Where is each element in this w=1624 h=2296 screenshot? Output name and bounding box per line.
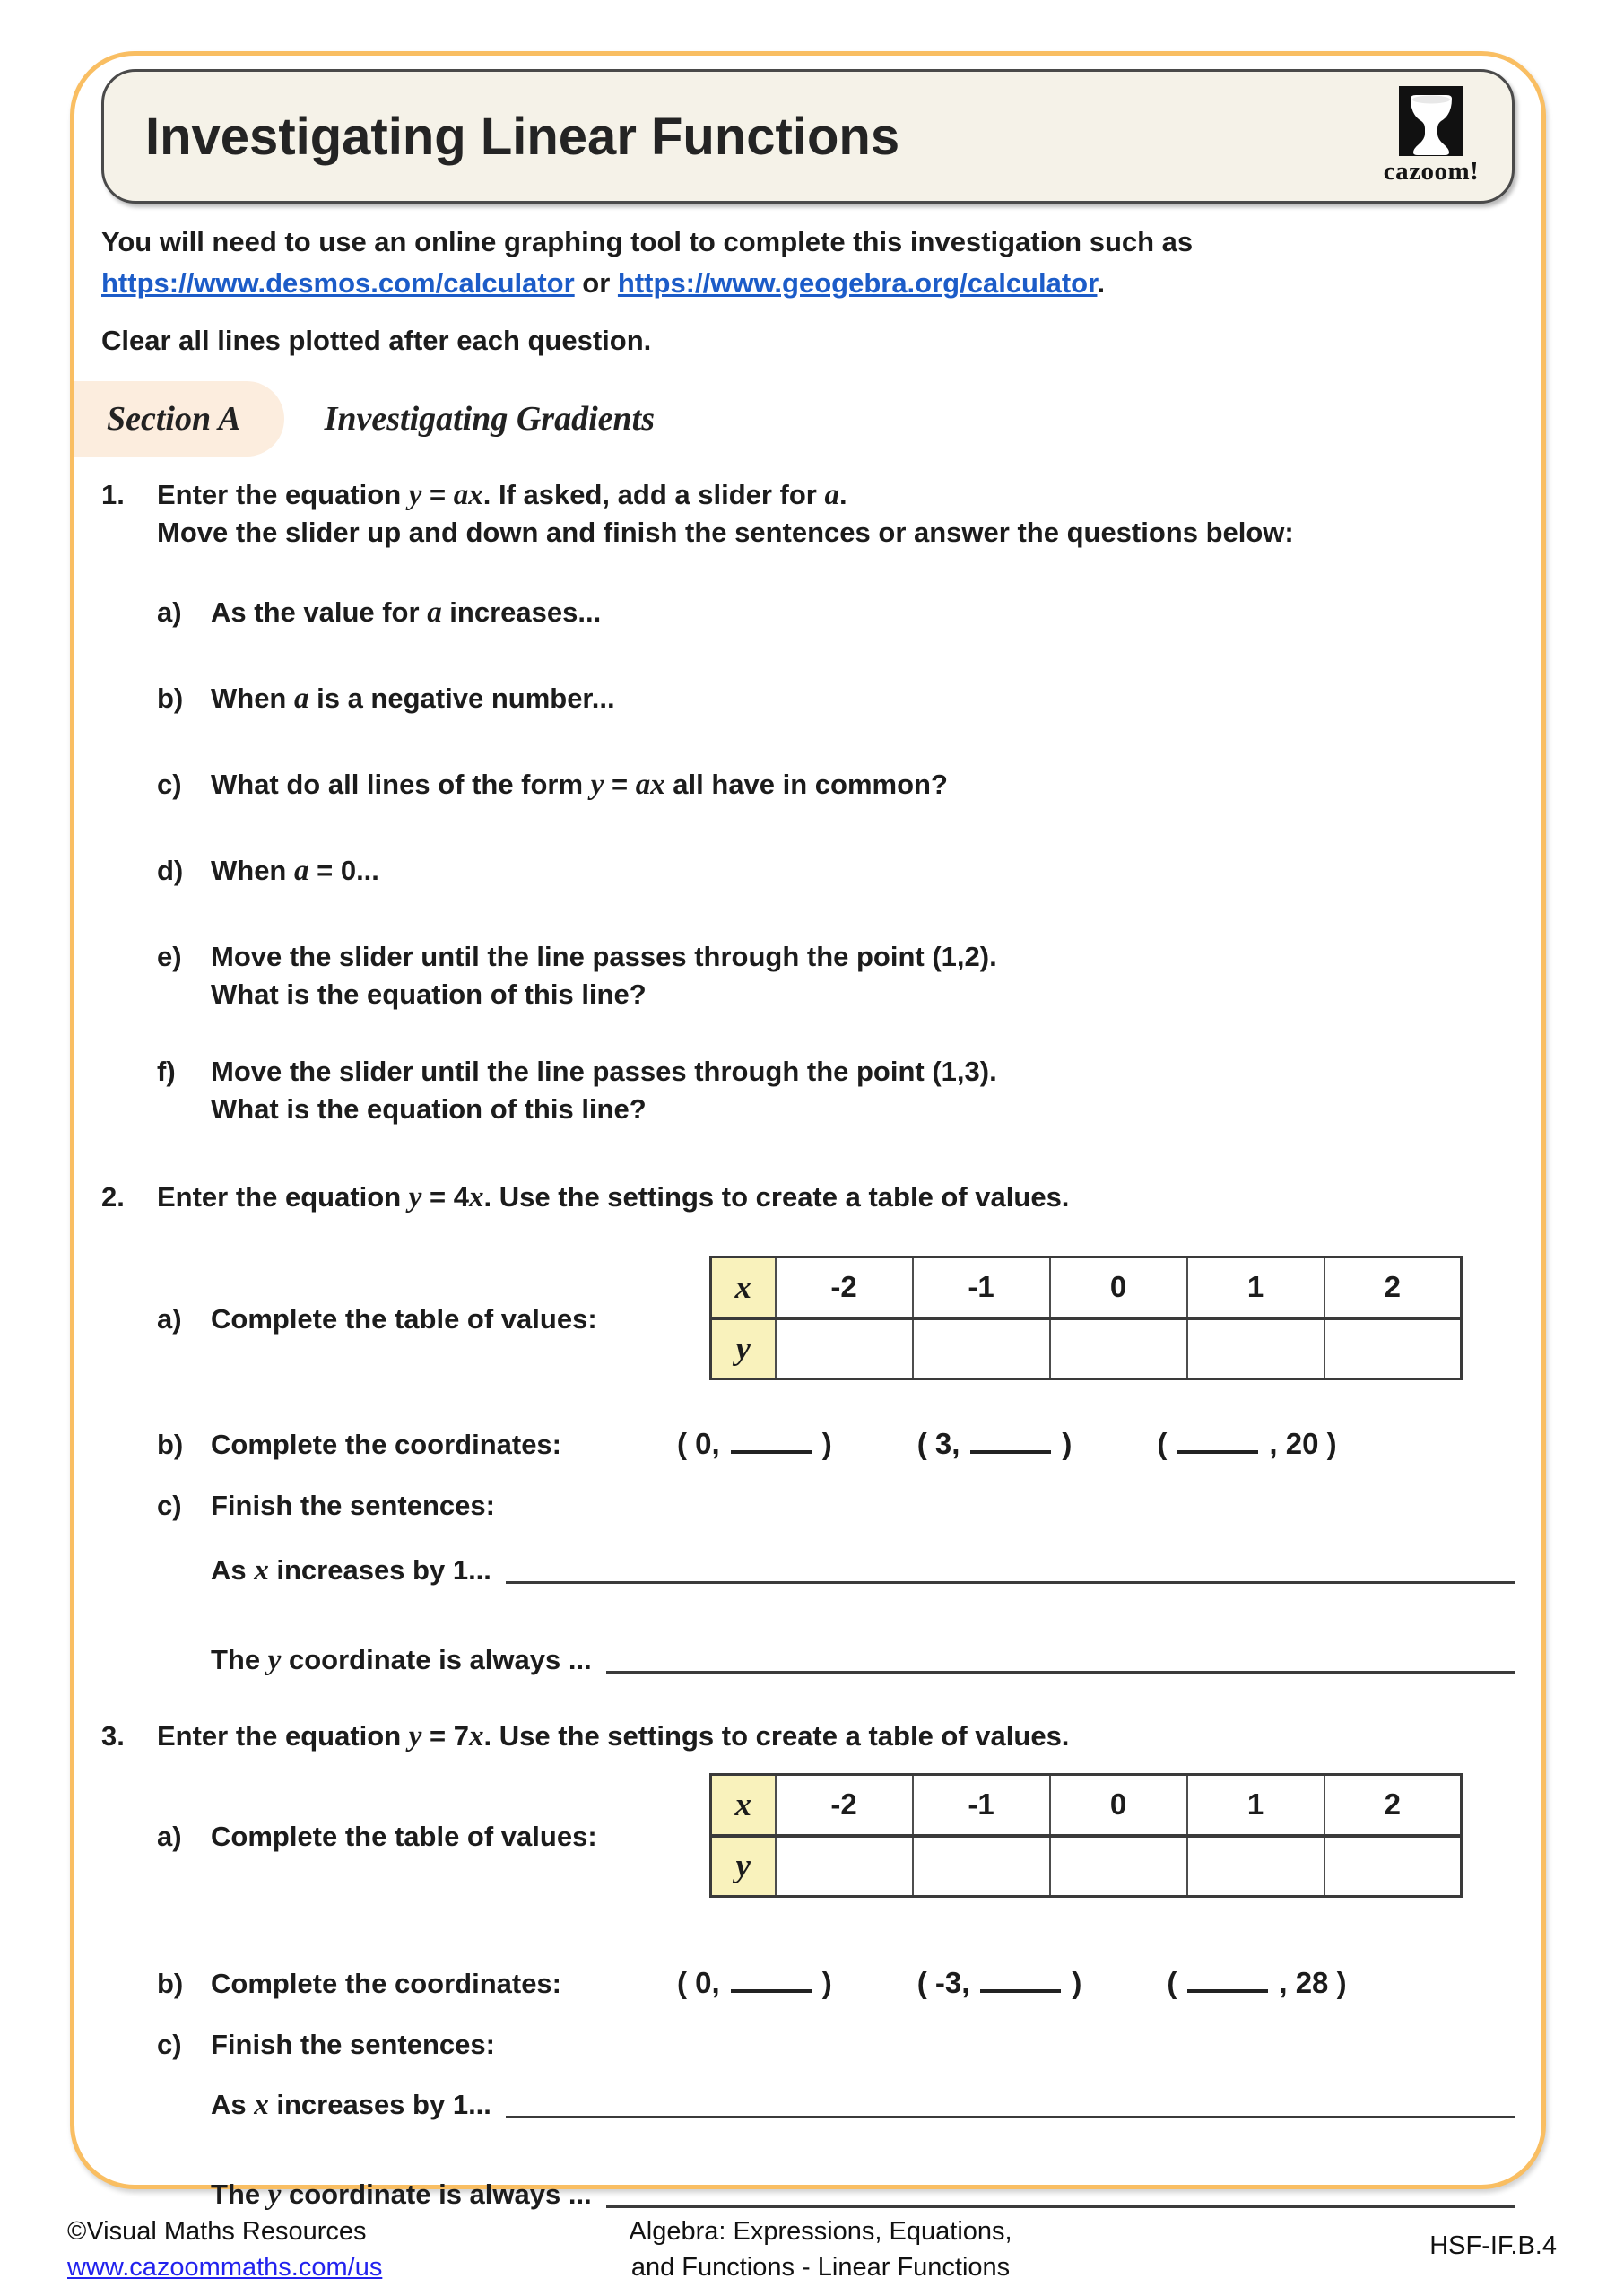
- section-a-row: [74, 381, 1541, 457]
- table-y-header: y: [711, 1836, 776, 1897]
- question-2-coords-row: [101, 1422, 1515, 1464]
- sentence-1: As x increases by 1...: [211, 2086, 1515, 2124]
- table-of-values-q3: [709, 1773, 1463, 1898]
- question-2: [101, 1178, 1515, 1679]
- table-cell-empty: [913, 1318, 1050, 1379]
- table-cell-empty: [1324, 1318, 1462, 1379]
- page-footer: [0, 2213, 1624, 2285]
- question-3-table-row: [101, 1773, 1515, 1898]
- answer-blank: [970, 1422, 1051, 1454]
- list-item-b: b) When a is a negative number...: [157, 683, 615, 715]
- table-cell-empty: [1324, 1836, 1462, 1897]
- sentence-1: As x increases by 1...: [211, 1552, 1515, 1589]
- answer-blank: [731, 1961, 812, 1993]
- page-title: Investigating Linear Functions: [145, 107, 900, 166]
- coordinate-blanks: [677, 1422, 1337, 1464]
- question-3c-label: c) Finish the sentences:: [157, 2029, 495, 2060]
- cazoom-logo: [1370, 86, 1492, 187]
- table-cell: -1: [913, 1775, 1050, 1836]
- table-cell: 0: [1050, 1775, 1187, 1836]
- question-1-line2: Move the slider up and down and finish the sentences or answer the questions below:: [157, 517, 1294, 548]
- table-cell: 2: [1324, 1775, 1462, 1836]
- drum-icon: [1399, 86, 1463, 156]
- answer-line: [506, 1581, 1515, 1584]
- clear-note: Clear all lines plotted after each question.: [101, 325, 652, 356]
- coordinate-1: ( 0, ): [677, 1961, 832, 2003]
- question-1: [101, 476, 1515, 1128]
- table-x-header: x: [711, 1775, 776, 1836]
- answer-blank: [980, 1961, 1061, 1993]
- table-cell-empty: [1187, 1318, 1324, 1379]
- coordinate-1: ( 0, ): [677, 1422, 832, 1464]
- table-cell: 0: [1050, 1257, 1187, 1318]
- table-row: [711, 1257, 1462, 1318]
- table-cell: 1: [1187, 1775, 1324, 1836]
- coordinate-3: ( , 28 ): [1167, 1961, 1346, 2003]
- table-cell-empty: [913, 1836, 1050, 1897]
- table-y-header: y: [711, 1318, 776, 1379]
- intro-line1: You will need to use an online graphing tool to complete this investigation such as: [101, 226, 1194, 257]
- question-3b-label: b) Complete the coordinates:: [157, 1968, 561, 1999]
- table-row: [711, 1318, 1462, 1379]
- answer-blank: [1177, 1422, 1258, 1454]
- question-3a-label: a) Complete the table of values:: [157, 1821, 597, 1852]
- geogebra-link[interactable]: https://www.geogebra.org/calculator: [617, 267, 1098, 299]
- title-box: [101, 69, 1515, 204]
- question-2-number: 2.: [101, 1181, 125, 1213]
- question-2c-label: c) Finish the sentences:: [157, 1490, 495, 1521]
- question-3-coords-row: [101, 1961, 1515, 2003]
- question-2b-label: b) Complete the coordinates:: [157, 1429, 561, 1460]
- table-cell-empty: [1187, 1836, 1324, 1897]
- table-cell-empty: [1050, 1836, 1187, 1897]
- coordinate-blanks: [677, 1961, 1347, 2003]
- table-cell: -1: [913, 1257, 1050, 1318]
- answer-line: [506, 2116, 1515, 2118]
- table-cell-empty: [1050, 1318, 1187, 1379]
- table-row: [711, 1775, 1462, 1836]
- table-of-values-q2: [709, 1256, 1463, 1380]
- intro-conjunction: or: [574, 267, 618, 299]
- table-cell: 2: [1324, 1257, 1462, 1318]
- question-1-number: 1.: [101, 479, 125, 510]
- intro-paragraph: [101, 222, 1515, 304]
- section-badge: Section A: [74, 381, 284, 457]
- question-2-table-row: [101, 1256, 1515, 1380]
- table-cell: 1: [1187, 1257, 1324, 1318]
- table-cell: -2: [776, 1257, 913, 1318]
- answer-line: [606, 1671, 1515, 1674]
- worksheet-page: [70, 51, 1546, 2211]
- standard-code: HSF-IF.B.4: [1429, 2231, 1557, 2260]
- question-2a-label: a) Complete the table of values:: [157, 1303, 597, 1335]
- list-item-a: a) As the value for a increases...: [157, 596, 602, 629]
- footer-topic: Algebra: Expressions, Equations, and Functions - Linear Functions: [629, 2217, 1012, 2282]
- list-item-d: d) When a = 0...: [157, 855, 379, 887]
- logo-text: cazoom!: [1383, 157, 1480, 186]
- coordinate-2: ( -3, ): [917, 1961, 1082, 2003]
- question-2-line1: Enter the equation y = 4x. Use the settings to create a table of values.: [157, 1181, 1070, 1213]
- desmos-link[interactable]: https://www.desmos.com/calculator: [101, 267, 575, 299]
- cazoommaths-link[interactable]: www.cazoommaths.com/us: [67, 2253, 383, 2282]
- question-1-head: [101, 476, 1515, 552]
- answer-blank: [731, 1422, 812, 1454]
- intro-period: .: [1097, 267, 1106, 299]
- section-heading: Investigating Gradients: [324, 400, 656, 438]
- table-cell-empty: [776, 1318, 913, 1379]
- table-cell-empty: [776, 1836, 913, 1897]
- question-3-number: 3.: [101, 1720, 125, 1752]
- sentence-2: The y coordinate is always ...: [211, 2176, 1515, 2213]
- list-item-c: c) What do all lines of the form y = ax all have in common?: [157, 769, 948, 801]
- question-2-head: [101, 1178, 1515, 1216]
- table-row: [711, 1836, 1462, 1897]
- coordinate-2: ( 3, ): [917, 1422, 1073, 1464]
- question-1-line1: Enter the equation y = ax. If asked, add a slider for a.: [157, 479, 847, 511]
- answer-line: [606, 2205, 1515, 2208]
- copyright-text: ©Visual Maths Resources: [67, 2217, 367, 2246]
- table-x-header: x: [711, 1257, 776, 1318]
- coordinate-3: ( , 20 ): [1157, 1422, 1336, 1464]
- table-cell: -2: [776, 1775, 913, 1836]
- footer-copyright: [67, 2213, 569, 2285]
- answer-blank: [1187, 1961, 1268, 1993]
- sentence-2: The y coordinate is always ...: [211, 1641, 1515, 1679]
- list-item-f: f) Move the slider until the line passes through the point (1,3). What is the equation of this line?: [157, 1056, 997, 1125]
- question-3-head: [101, 1718, 1515, 1755]
- question-3: [101, 1718, 1515, 2213]
- list-item-e: e) Move the slider until the line passes through the point (1,2). What is the equation of this line?: [157, 941, 997, 1010]
- question-3-line1: Enter the equation y = 7x. Use the settings to create a table of values.: [157, 1720, 1070, 1752]
- question-1-items: [157, 594, 1515, 1128]
